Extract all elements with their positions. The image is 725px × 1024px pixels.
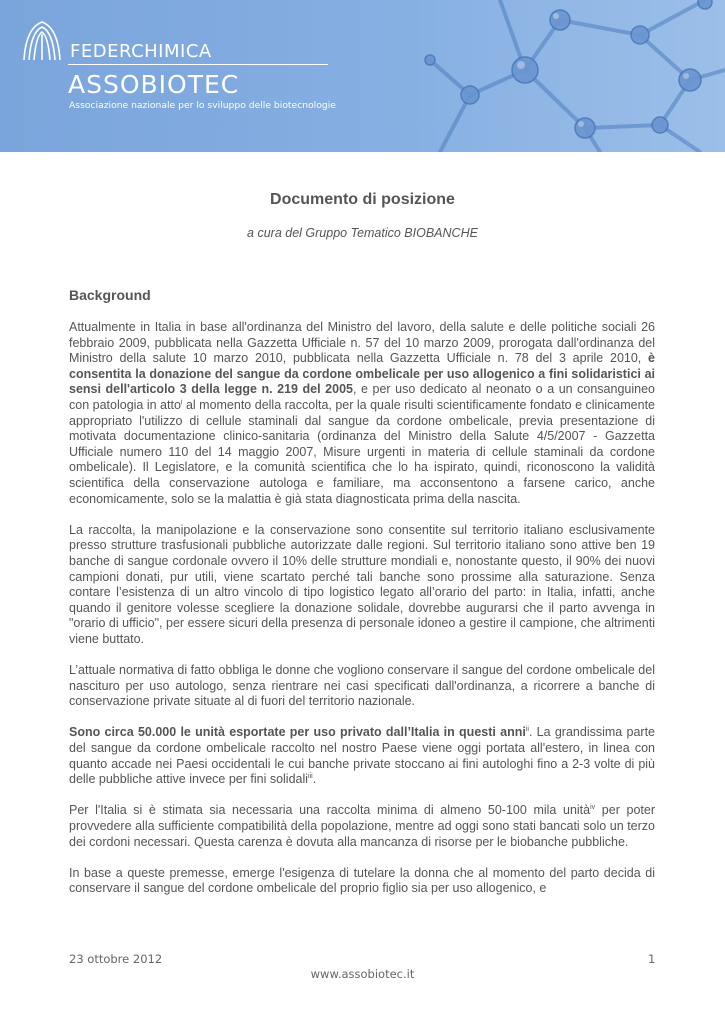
brand-primary-name: FEDERCHIMICA (70, 41, 212, 62)
paragraph-5 (69, 803, 655, 850)
paragraph-1-text-c: , e per uso dedicato al neonato o a un consanguineo con patologia in atto (69, 382, 655, 412)
footer-page-number: 1 (648, 952, 656, 966)
paragraph-5-text-b: per poter provvedere alla sufficiente compatibilità della popolazione, mentre ad oggi sono stati bancati solo un terzo dei cordoni necessari. Questa carenza è dovuta alla mancanza di risorse per le biobanche pubbliche. (69, 803, 655, 849)
paragraph-1-bold-text: è consentita la donazione del sangue da cordone ombelicale per uso allogenico a fini solidaristici ai sensi dell'articolo 3 della legge n. 219 del 2005 (69, 351, 655, 397)
paragraph-5-text-a: Per l'Italia si è stimata sia necessaria una raccolta minima di almeno 50-100 mila unità (69, 803, 591, 818)
document-subtitle: a cura del Gruppo Tematico BIOBANCHE (247, 226, 478, 240)
paragraph-6: In base a queste premesse, emerge l'esigenza di tutelare la donna che al momento del parto decida di conservare il sangue del cordone ombelicale del proprio figlio sia per uso allogenico, e (69, 865, 655, 896)
section-heading-background: Background (69, 287, 151, 303)
brand-divider (68, 64, 328, 65)
footer-website-link[interactable]: www.assobiotec.it (310, 967, 415, 981)
brand-secondary-name: ASSOBIOTEC (68, 70, 240, 99)
footnote-ref-iii[interactable]: iii (308, 773, 313, 781)
federchimica-logo-icon (22, 20, 62, 62)
paragraph-1-text-d: al momento della raccolta, per la quale risulti scientificamente fondato e clinicamente appropriato l'utilizzo di cellule staminali dal sangue da cordone ombelicale, previa presentazione di motivata documentazione clinico-sanitaria (ordinanza del Ministro della Salute 4/5/2007 - Gazzetta Ufficiale numero 110 del 14 maggio 2007, Misure urgenti in materia di cellule staminali da cordone ombelicale). Il Legislatore, e la comunità scientifica che lo ha ispirato, quindi, riconoscono la validità scientifica della conservazione autologa e familiare, ma acconsentono a farsene carico, anche economicamente, solo se la malattia è già stata diagnosticata prima della nascita. (69, 397, 655, 506)
document-body (69, 320, 655, 913)
paragraph-1 (69, 320, 655, 507)
page-header-banner (0, 0, 725, 152)
paragraph-4-text-b: . La grandissima parte del sangue da cordone ombelicale raccolto nel nostro Paese viene oggi portata all'estero, in linea con quanto accade nei Paesi occidentali le cui banche private stoccano ai fini autologhi fino a 2-3 volte di più delle pubbliche attive invece per fini solidali (69, 725, 655, 787)
paragraph-1-text-a: Attualmente in Italia in base all'ordinanza del Ministro del lavoro, della salute e delle politiche sociali 26 febbraio 2009, pubblicata nella Gazzetta Ufficiale n. 57 del 10 marzo 2009, prorogata dall'ordinanza del Ministro della salute 10 marzo 2010, pubblicata nella Gazzetta Ufficiale n. 78 del 3 aprile 2010, (69, 320, 655, 366)
brand-tagline: Associazione nazionale per lo sviluppo delle biotecnologie (69, 100, 336, 111)
paragraph-2: La raccolta, la manipolazione e la conservazione sono consentite sul territorio italiano esclusivamente presso strutture trasfusionali pubbliche autorizzate dalle regioni. Sul territorio italiano sono attive ben 19 banche di sangue cordonale ovvero il 10% delle strutture mondiali e, nonostante questo, il 90% dei nuovi campioni donati, pur utili, viene scartato perché tali banche sono prossime alla saturazione. Senza contare l’esistenza di un altro vincolo di tipo logistico legato all’orario del parto: in Italia, infatti, anche quando il genitore volesse scegliere la donazione solidale, dovrebbe augurarsi che il parto avvenga in "orario di ufficio", per essere sicuri della presenza di personale idoneo a gestire il campione, che altrimenti viene buttato. (69, 522, 655, 646)
paragraph-4-bold-text: Sono circa 50.000 le unità esportate per uso privato dall’Italia in questi anni (69, 725, 526, 740)
footer-date: 23 ottobre 2012 (69, 952, 163, 966)
footnote-ref-ii[interactable]: ii (525, 726, 529, 734)
paragraph-4-text-c: . (312, 772, 317, 787)
paragraph-3: L’attuale normativa di fatto obbliga le donne che vogliono conservare il sangue del cordone ombelicale del nascituro per uso autologo, senza rientrare nei casi specificati dall'ordinanza, a ricorrere a banche di conservazione private situate al di fuori del territorio nazionale. (69, 663, 655, 709)
footnote-ref-iv[interactable]: iv (590, 804, 596, 812)
paragraph-4 (69, 725, 655, 787)
document-title: Documento di posizione (270, 191, 455, 208)
footnote-ref-i[interactable]: i (180, 398, 183, 406)
